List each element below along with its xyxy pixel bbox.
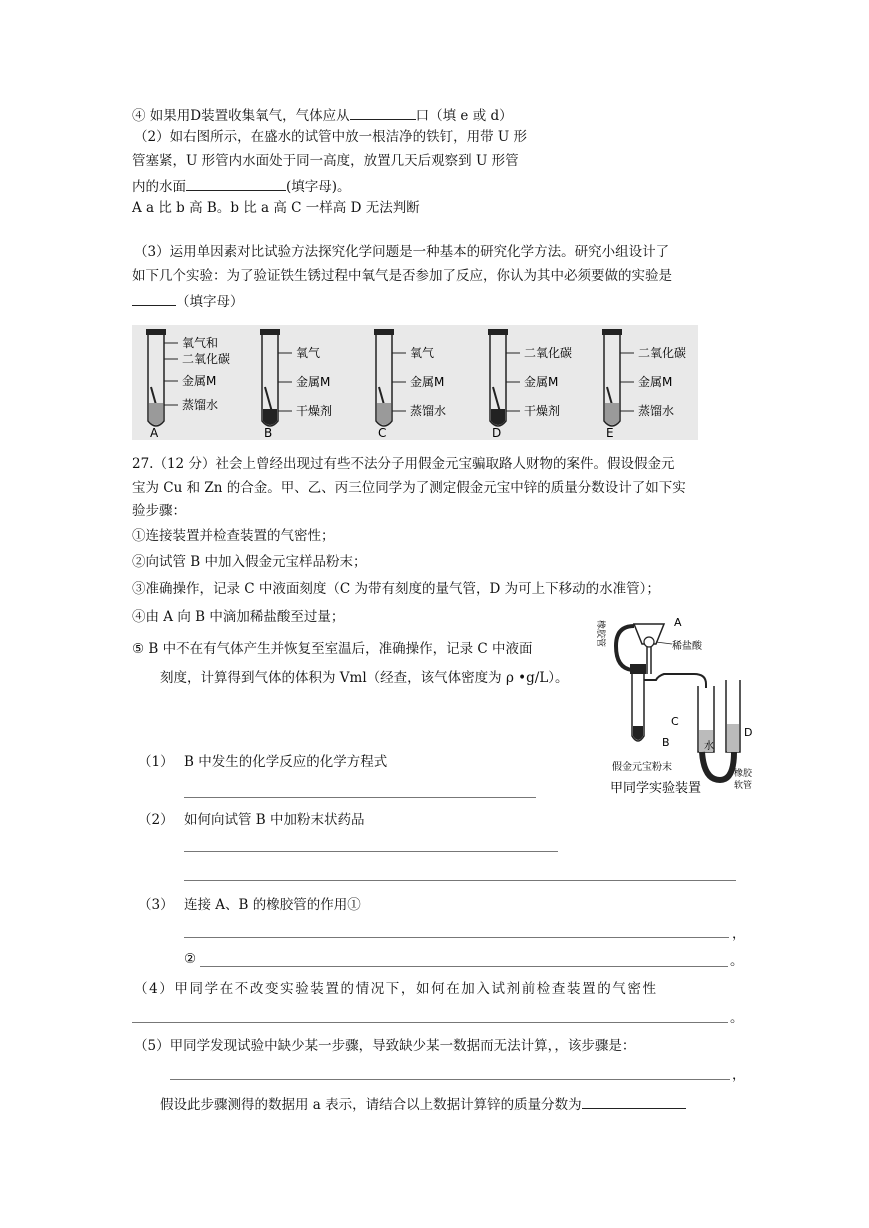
sub1-text: B 中发生的化学反应的化学方程式 [184,754,388,770]
q27-step5a: ⑤ B 中不在有气体产生并恢复至室温后，准确操作，记录 C 中液面 [132,641,533,657]
label-hose-1: 橡胶 [734,769,753,779]
metal-label: 金属M [410,375,445,389]
sub4-end: 。 [730,1010,744,1026]
q4-line: ④ 如果用D装置收集氧气，气体应从 口（填 e 或 d） [132,105,513,125]
answer-line[interactable] [184,851,558,852]
p2-options: A a 比 b 高 B。b 比 a 高 C 一样高 D 无法判断 [132,200,420,216]
label-rubber-top: 橡胶管 [595,620,605,648]
apparatus-figure [594,612,764,802]
bottom-label: 蒸馏水 [182,398,219,412]
sub5-comma: ， [732,1067,746,1083]
metal-label: 金属M [182,374,217,388]
sub3-end: 。 [730,953,744,969]
label-powder: 假金元宝粉末 [612,762,672,773]
sub3-text: 连接 A、B 的橡胶管的作用① [184,897,361,913]
rubber-hose [702,752,734,780]
q27-step5b: 刻度，计算得到气体的体积为 Vml（经查，该气体密度为 ρ •g/L）。 [160,670,569,686]
sub3-comma: ， [732,926,746,942]
tube-stopper [374,329,394,335]
water-level-D [727,724,739,752]
gas-label: 氧气和 [182,336,219,350]
sub5-last: 假设此步骤测得的数据用 a 表示，请结合以上数据计算锌的质量分数为 [160,1094,686,1114]
metal-label: 金属M [638,375,673,389]
answer-line[interactable] [184,880,736,881]
q27-step1: ①连接装置并检查装置的气密性； [132,528,335,544]
bottom-label: 蒸馏水 [410,404,447,418]
answer-blank[interactable] [582,1094,686,1109]
tube-stopper [488,329,508,335]
distilled-water [605,403,619,425]
tube-letter: D [492,426,502,440]
sub5-text: （5）甲同学发现试验中缺少某一步骤，导致缺少某一数据而无法计算，，该步骤是： [134,1038,636,1054]
powder [633,726,643,740]
tube-stopper [602,329,622,335]
answer-blank[interactable] [350,105,416,120]
metal-label: 金属M [524,375,559,389]
p2-line3: 内的水面 (填字母)。 [132,176,351,196]
delivery-tube [644,674,706,688]
gas-label: 二氧化碳 [182,352,231,366]
sub3-circle2: ② [184,951,197,967]
label-hose-2: 软管 [734,781,753,791]
stopcock [644,637,654,647]
answer-line[interactable] [184,937,729,938]
leader-line [656,642,672,644]
gas-label: 氧气 [296,346,321,360]
label-A: A [674,616,682,629]
answer-blank[interactable] [186,176,286,191]
label-acid: 稀盐酸 [672,641,702,652]
sub4-text: （4）甲同学在不改变实验装置的情况下，如何在加入试剂前检查装置的气密性 [134,981,658,997]
p2-line1: （2）如右图所示，在盛水的试管中放一根洁净的铁钉，用带 U 形 [134,129,528,145]
p3-line3: （填字母） [132,291,244,311]
answer-line[interactable] [132,1022,728,1023]
q27-intro3: 验步骤： [132,503,186,519]
p3-line1: （3）运用单因素对比试验方法探究化学问题是一种基本的研究化学方法。研究小组设计了 [134,244,670,260]
metal-label: 金属M [296,375,331,389]
tube-letter: A [150,426,159,440]
gas-label: 氧气 [410,346,435,360]
distilled-water [149,403,163,425]
answer-blank[interactable] [132,291,176,306]
q27-step2: ②向试管 B 中加入假金元宝样品粉末； [132,554,367,570]
answer-line[interactable] [170,1079,730,1080]
tube-stopper [146,329,166,335]
sub2-number: （2） [138,812,174,828]
gas-label: 二氧化碳 [638,346,687,360]
tube-letter: B [264,426,273,440]
tube-letter: E [606,426,614,440]
desiccant [263,409,277,425]
sub2-text: 如何向试管 B 中加粉末状药品 [184,812,365,828]
q27-intro2: 宝为 Cu 和 Zn 的合金。甲、乙、丙三位同学为了测定假金元宝中锌的质量分数设计了如下实 [132,480,686,496]
q27-intro1: 27.（12 分）社会上曾经出现过有些不法分子用假金元宝骗取路人财物的案件。假设假金元 [132,456,675,472]
rubber-tube-AB [616,626,634,670]
tube-stopper [260,329,280,335]
tube-letter: C [378,426,387,440]
sub1-number: （1） [138,754,174,770]
q27-step3: ③准确操作，记录 C 中液面刻度（C 为带有刻度的量气管，D 为可上下移动的水准管）； [132,581,660,597]
label-water: 水 [704,741,714,752]
label-C: C [671,715,679,728]
sub3-number: （3） [138,897,174,913]
bottom-label: 干燥剂 [296,404,333,418]
p3-line2: 如下几个实验：为了验证铁生锈过程中氧气是否参加了反应，你认为其中必须要做的实验是 [132,268,672,284]
answer-line[interactable] [200,966,728,967]
test-tube-figure [132,325,698,440]
gas-label: 二氧化碳 [524,346,573,360]
apparatus-caption: 甲同学实验装置 [610,781,702,796]
stopper [630,664,646,674]
label-D: D [744,726,753,739]
answer-line[interactable] [184,797,536,798]
label-B: B [662,736,670,749]
p2-line2: 管塞紧，U 形管内水面处于同一高度，放置几天后观察到 U 形管 [132,153,519,169]
bottom-label: 蒸馏水 [638,404,675,418]
q27-step4: ④由 A 向 B 中滴加稀盐酸至过量； [132,609,345,625]
desiccant [491,409,505,425]
distilled-water [377,403,391,425]
bottom-label: 干燥剂 [524,404,561,418]
